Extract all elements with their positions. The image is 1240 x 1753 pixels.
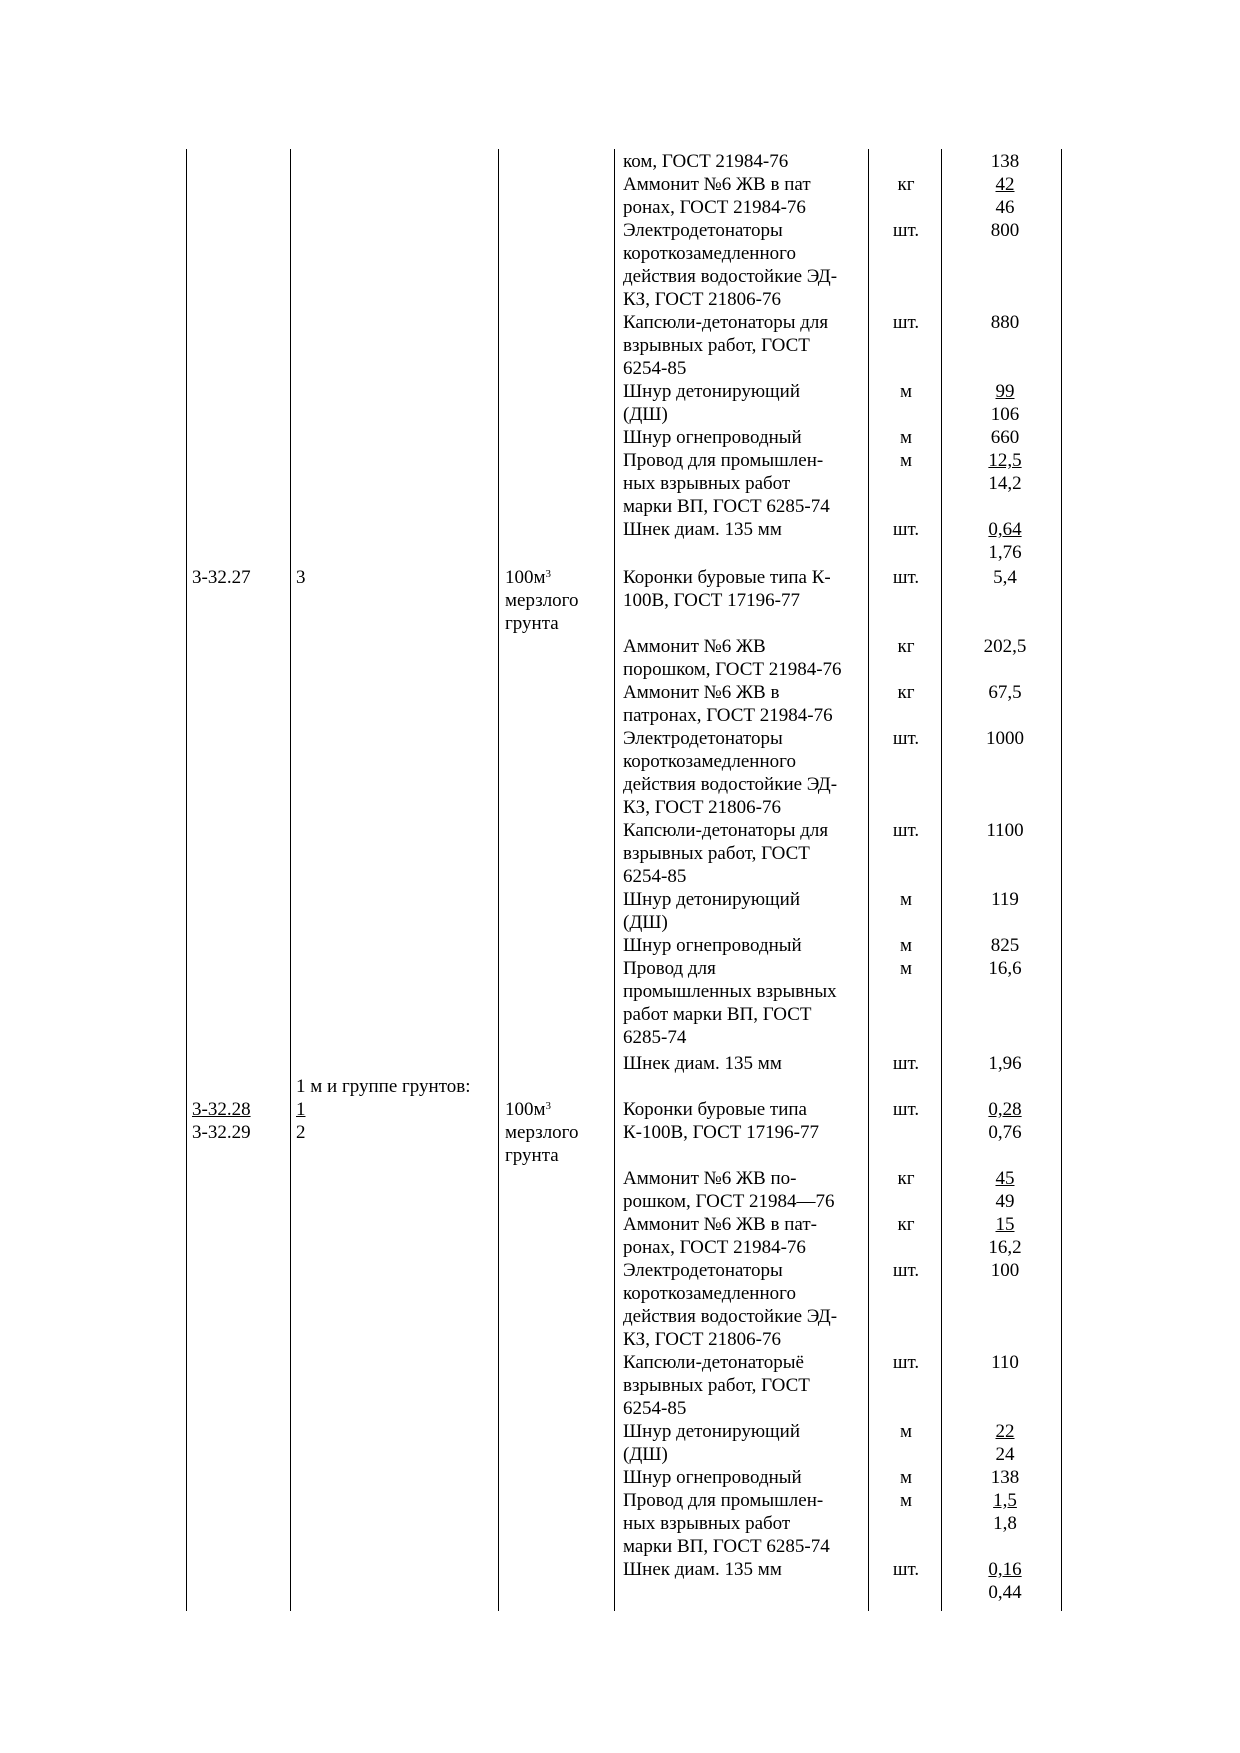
resource-unit: шт. [892,820,920,841]
resource-name-line: Шнур детонирующий [623,889,800,910]
row-unit: $100м^3$ [505,1099,552,1120]
resource-name-line: Шнур огнепроводный [623,427,802,448]
resource-value: 99 [995,381,1015,402]
resource-name-line: (ДШ) [623,1444,668,1465]
resource-name-line: патронах, ГОСТ 21984-76 [623,705,833,726]
column-rule-1 [186,149,187,1611]
resource-name-line: Шнур огнепроводный [623,935,802,956]
resource-name-line: Провод для промышлен- [623,1490,824,1511]
resource-name-line: Электродетонаторы [623,220,783,241]
resource-value: 202,5 [983,636,1027,657]
resource-unit: шт. [892,1260,920,1281]
row-code: 3-32.27 [192,567,251,588]
resource-unit: кг [897,1214,915,1235]
resource-value: 42 [995,174,1015,195]
resource-value: 138 [990,1467,1020,1488]
resource-name-line: Шнек диам. 135 мм [623,1053,782,1074]
resource-name-line: Шнек диам. 135 мм [623,519,782,540]
resource-name-line: Провод для промышлен- [623,450,824,471]
row-unit: $100м^3$ [505,567,552,588]
resource-name-line: Электродетонаторы [623,728,783,749]
resource-value: 46 [995,197,1015,218]
resource-value: 1000 [986,728,1024,749]
resource-unit: м [899,889,913,910]
resource-name-line: Капсюли-детонаторы для [623,820,829,841]
resource-unit: шт. [892,1559,920,1580]
resource-name-line: 6285-74 [623,1027,687,1048]
resource-value: 67,5 [988,682,1022,703]
resource-name-line: взрывных работ, ГОСТ [623,1375,810,1396]
resource-name-line: Аммонит №6 ЖВ [623,636,766,657]
column-rule-5 [868,149,869,1611]
resource-name-line: короткозамедленного [623,243,796,264]
resource-name-line: Провод для [623,958,716,979]
resource-name-line: работ марки ВП, ГОСТ [623,1004,812,1025]
resource-unit: шт. [892,312,920,333]
resource-name-line: действия водостойкие ЭД- [623,266,838,287]
resource-value: 110 [991,1352,1019,1373]
resource-value: 660 [990,427,1020,448]
resource-value: 1100 [986,820,1024,841]
resource-name-line: Коронки буровые типа [623,1099,807,1120]
resource-name-line: Шнек диам. 135 мм [623,1559,782,1580]
resource-value: 880 [990,312,1020,333]
resource-unit: м [899,958,913,979]
resource-name-line: ком, ГОСТ 21984-76 [623,151,789,172]
resource-unit: м [899,1490,913,1511]
resource-value: 45 [995,1168,1015,1189]
resource-name-line: Капсюли-детонаторы для [623,312,829,333]
column-rule-2 [290,149,291,1611]
resource-unit: м [899,1467,913,1488]
resource-name-line: действия водостойкие ЭД- [623,774,838,795]
resource-unit: кг [897,174,915,195]
resource-value: 22 [995,1421,1015,1442]
row-unit-line: грунта [505,613,559,634]
row-number: 1 [296,1099,306,1120]
row-number: 2 [296,1122,306,1143]
resource-value: 5,4 [993,567,1017,588]
resource-name-line: взрывных работ, ГОСТ [623,843,810,864]
resource-name-line: рошком, ГОСТ 21984—76 [623,1191,835,1212]
resource-unit: м [899,450,913,471]
resource-value: 0,16 [988,1559,1022,1580]
resource-name-line: КЗ, ГОСТ 21806-76 [623,797,782,818]
resource-name-line: Аммонит №6 ЖВ в пат- [623,1214,817,1235]
resource-unit: шт. [892,1099,920,1120]
resource-value: 1,76 [988,542,1022,563]
resource-name-line: (ДШ) [623,912,668,933]
resource-name-line: КЗ, ГОСТ 21806-76 [623,1329,782,1350]
resource-name-line: Аммонит №6 ЖВ по- [623,1168,797,1189]
resource-name-line: взрывных работ, ГОСТ [623,335,810,356]
resource-unit: шт. [892,220,920,241]
resource-unit: м [899,935,913,956]
resource-name-line: порошком, ГОСТ 21984-76 [623,659,842,680]
resource-name-line: марки ВП, ГОСТ 6285-74 [623,496,830,517]
resource-unit: шт. [892,728,920,749]
resource-name-line: 6254-85 [623,1398,687,1419]
row-unit-line: мерзлого [505,1122,579,1143]
resource-name-line: 100В, ГОСТ 17196-77 [623,590,800,611]
resource-value: 100 [990,1260,1020,1281]
resource-name-line: 6254-85 [623,866,687,887]
resource-name-line: промышленных взрывных [623,981,837,1002]
resource-value: 24 [995,1444,1015,1465]
resource-name-line: ных взрывных работ [623,473,791,494]
resource-name-line: короткозамедленного [623,1283,796,1304]
row-number: 3 [296,567,306,588]
resource-name-line: ронах, ГОСТ 21984-76 [623,1237,806,1258]
resource-name-line: КЗ, ГОСТ 21806-76 [623,289,782,310]
resource-name-line: Шнур детонирующий [623,1421,800,1442]
resource-value: 0,44 [988,1582,1022,1603]
resource-name-line: Шнур огнепроводный [623,1467,802,1488]
resource-name-line: Электродетонаторы [623,1260,783,1281]
resource-value: 49 [995,1191,1015,1212]
row-code: 3-32.29 [192,1122,251,1143]
resource-name-line: 6254-85 [623,358,687,379]
resource-unit: м [899,381,913,402]
resource-unit: м [899,1421,913,1442]
resource-name-line: ронах, ГОСТ 21984-76 [623,197,806,218]
resource-unit: кг [897,1168,915,1189]
resource-unit: шт. [892,1352,920,1373]
column-rule-4 [614,149,615,1611]
resource-value: 800 [990,220,1020,241]
group-header: 1 м и группе грунтов: [296,1076,471,1097]
resource-unit: кг [897,636,915,657]
column-rule-6 [941,149,942,1611]
resource-name-line: Коронки буровые типа К- [623,567,831,588]
resource-value: 825 [990,935,1020,956]
column-rule-7 [1061,149,1062,1611]
resource-name-line: Шнур детонирующий [623,381,800,402]
resource-value: 119 [991,889,1019,910]
row-unit-line: мерзлого [505,590,579,611]
resource-value: 16,6 [988,958,1022,979]
resource-value: 15 [995,1214,1015,1235]
resource-value: 1,8 [993,1513,1017,1534]
resource-value: 0,76 [988,1122,1022,1143]
resource-unit: шт. [892,567,920,588]
resource-value: 14,2 [988,473,1022,494]
resource-unit: кг [897,682,915,703]
resource-name-line: Аммонит №6 ЖВ в пат [623,174,811,195]
resource-value: 1,96 [988,1053,1022,1074]
resource-value: 138 [990,151,1020,172]
resource-unit: м [899,427,913,448]
resource-unit: шт. [892,1053,920,1074]
resource-name-line: Аммонит №6 ЖВ в [623,682,780,703]
row-code: 3-32.28 [192,1099,251,1120]
resource-value: 1,5 [993,1490,1017,1511]
column-rule-3 [498,149,499,1611]
resource-value: 106 [990,404,1020,425]
resource-name-line: короткозамедленного [623,751,796,772]
resource-value: 16,2 [988,1237,1022,1258]
resource-value: 12,5 [988,450,1022,471]
resource-value: 0,28 [988,1099,1022,1120]
resource-value: 0,64 [988,519,1022,540]
resource-name-line: марки ВП, ГОСТ 6285-74 [623,1536,830,1557]
resource-name-line: Капсюли-детонаторыё [623,1352,804,1373]
row-unit-line: грунта [505,1145,559,1166]
resource-name-line: (ДШ) [623,404,668,425]
resource-unit: шт. [892,519,920,540]
resource-name-line: действия водостойкие ЭД- [623,1306,838,1327]
resource-name-line: ных взрывных работ [623,1513,791,1534]
resource-name-line: К-100В, ГОСТ 17196-77 [623,1122,819,1143]
